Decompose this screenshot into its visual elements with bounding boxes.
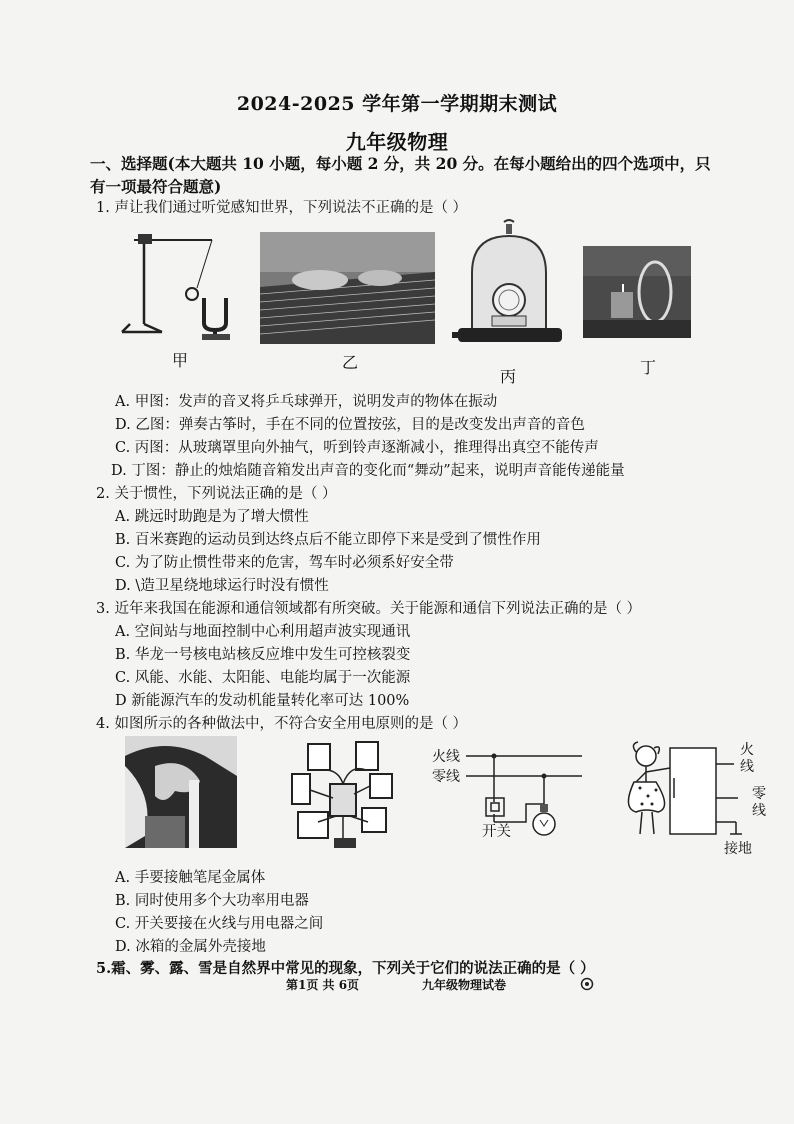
q3-option-b: B. 华龙一号核电站核反应堆中发生可控核裂变 <box>115 647 411 663</box>
exam-subject: 九年级物理 <box>345 130 449 154</box>
q1-stem: 1. 声让我们通过听觉感知世界，下列说法不正确的是（ ） <box>96 200 468 216</box>
q4-option-c: C. 开关要接在火线与用电器之间 <box>115 916 324 932</box>
q1-caption-bing: 丙 <box>500 367 517 386</box>
q1-caption-yi: 乙 <box>342 353 359 372</box>
q1-option-a: A. 甲图：发声的音叉将乒乓球弹开，说明发声的物体在振动 <box>115 394 498 410</box>
q4-option-d: D. 冰箱的金属外壳接地 <box>115 939 266 955</box>
footer-mark-icon <box>580 977 594 991</box>
q2-option-b: B. 百米赛跑的运动员到达终点后不能立即停下来是受到了惯性作用 <box>115 532 541 548</box>
q4-label-switch: 开关 <box>482 824 511 840</box>
footer-paper-name: 九年级物理试卷 <box>422 978 507 992</box>
q1-figure-ding-speaker-photo <box>583 246 691 338</box>
q2-option-c: C. 为了防止惯性带来的危害，驾车时必须系好安全带 <box>115 555 454 571</box>
q5-stem: 5.霜、雾、露、雪是自然界中常见的现象，下列关于它们的说法正确的是（ ） <box>96 960 595 977</box>
q4-option-b: B. 同时使用多个大功率用电器 <box>115 893 309 909</box>
section-heading-line1: 一、选择题(本大题共 10 小题，每小题 2 分，共 20 分。在每小题给出的四个选项中，只 <box>90 154 711 173</box>
q3-option-c: C. 风能、水能、太阳能、电能均属于一次能源 <box>115 670 411 686</box>
q4-label-neutral-wire: 零线 <box>432 769 460 785</box>
q4-label-ground: 接地 <box>724 841 752 857</box>
q1-figure-yi-guzheng-photo <box>260 232 435 344</box>
q3-option-a: A. 空间站与地面控制中心利用超声波实现通讯 <box>115 624 411 640</box>
footer-page-number: 第1页 共 6页 <box>286 978 360 992</box>
q1-option-b: D. 乙图：弹奏古筝时，手在不同的位置按弦，目的是改变发出声音的音色 <box>115 417 585 433</box>
q1-option-c: C. 丙图：从玻璃罩里向外抽气，听到铃声逐渐减小，推理得出真空不能传声 <box>115 440 599 456</box>
q1-caption-ding: 丁 <box>640 358 657 377</box>
q4-label-fridge-live: 火 线 <box>740 742 754 775</box>
section-heading-line2: 有一项最符合题意) <box>90 177 222 196</box>
q4-label-live-wire: 火线 <box>432 749 460 765</box>
q1-figure-jia-tuning-fork <box>112 228 237 343</box>
q4-figure-test-pen-photo <box>125 736 237 848</box>
q1-figure-bing-bell-jar <box>452 218 567 353</box>
q3-option-d: D 新能源汽车的发动机能量转化率可达 100% <box>115 693 410 709</box>
q2-option-d: D. \造卫星绕地球运行时没有惯性 <box>115 578 329 594</box>
q4-label-fridge-neutral: 零 线 <box>752 786 766 819</box>
q3-stem: 3. 近年来我国在能源和通信领域都有所突破。关于能源和通信下列说法正确的是（ ） <box>96 601 642 617</box>
q2-option-a: A. 跳远时助跑是为了增大惯性 <box>115 509 309 525</box>
q4-option-a: A. 手要接触笔尾金属体 <box>115 870 266 886</box>
q4-figure-overloaded-socket <box>288 738 398 853</box>
q2-stem: 2. 关于惯性，下列说法正确的是（ ） <box>96 486 337 502</box>
exam-title: 2024-2025 学年第一学期期末测试 <box>236 93 558 115</box>
q1-caption-jia: 甲 <box>172 351 189 370</box>
q1-option-d: D. 丁图：静止的烛焰随音箱发出声音的变化而“舞动”起来，说明声音能传递能量 <box>111 463 625 479</box>
q4-stem: 4. 如图所示的各种做法中，不符合安全用电原则的是（ ） <box>96 716 468 732</box>
